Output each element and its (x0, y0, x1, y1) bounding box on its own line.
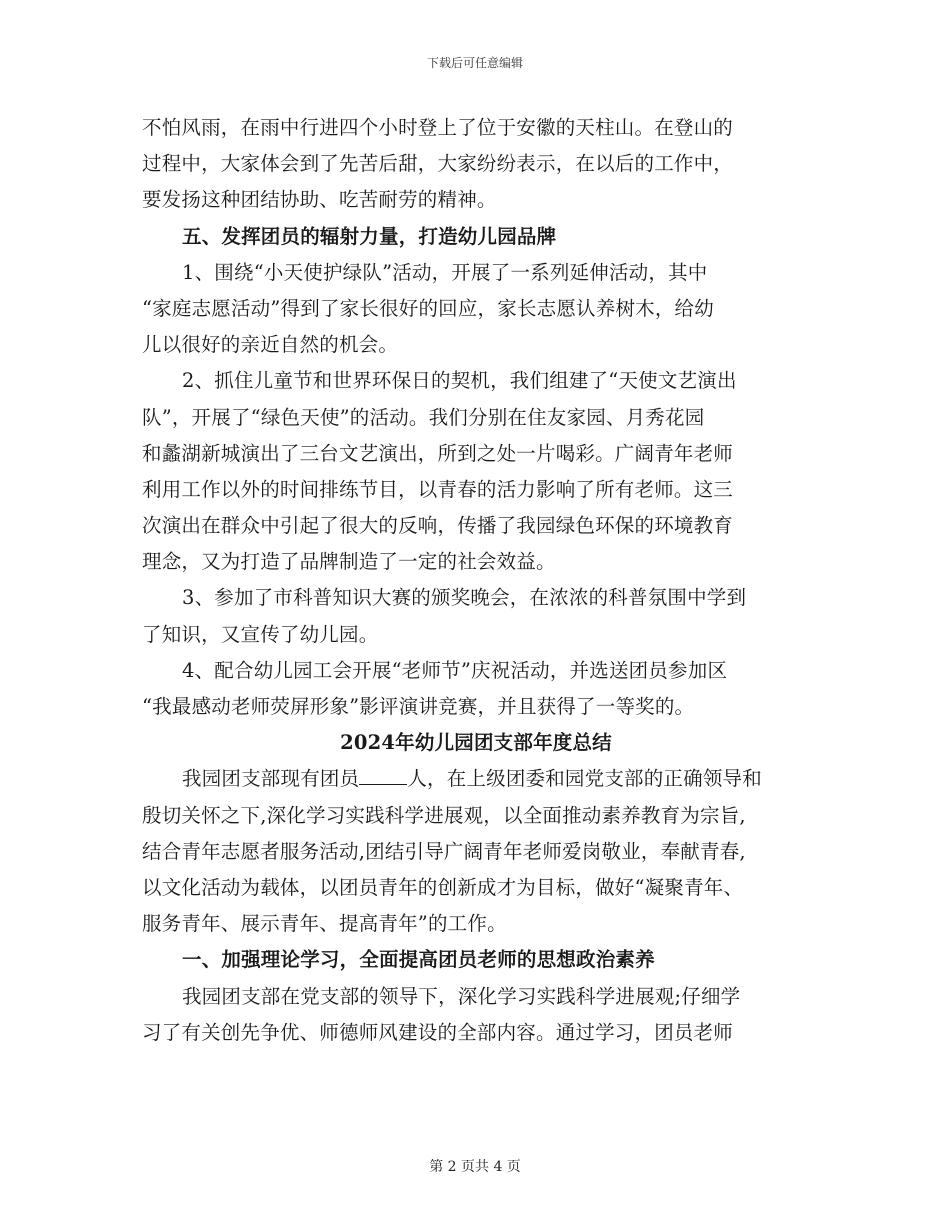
body-line: 4、配合幼儿园工会开展“老师节”庆祝活动，并选送团员参加区 (182, 658, 728, 682)
body-text: 人，在上级团委和园党支部的正确领导和 (407, 767, 762, 791)
body-line: 利用工作以外的时间排练节目，以青春的活力影响了所有老师。这三 (142, 477, 734, 501)
body-line (142, 761, 810, 797)
body-line: 殷切关怀之下,深化学习实践科学进展观，以全面推动素养教育为宗旨, (142, 803, 746, 827)
body-line: 儿以很好的亲近自然的机会。 (142, 333, 399, 357)
body-line: 1、围绕“小天使护绿队”活动，开展了一系列延伸活动，其中 (182, 260, 708, 284)
body-line: 了知识，又宣传了幼儿园。 (142, 622, 379, 646)
document-body (142, 110, 810, 1051)
body-line: 以文化活动为载体，以团员青年的创新成才为目标，做好“凝聚青年、 (142, 875, 744, 899)
body-line: 要发扬这种团结协助、吃苦耐劳的精神。 (142, 188, 497, 212)
page-number-footer: 第 2 页共 4 页 (429, 1159, 521, 1175)
body-line: “家庭志愿活动”得到了家长很好的回应，家长志愿认养树木，给幼 (142, 296, 714, 320)
body-line: 我园团支部在党支部的领导下，深化学习实践科学进展观;仔细学 (182, 984, 741, 1008)
body-line: 不怕风雨，在雨中行进四个小时登上了位于安徽的天柱山。在登山的 (142, 116, 734, 139)
page-header-note: 下载后可任意编辑 (426, 56, 523, 70)
body-line: 服务青年、展示青年、提高青年”的工作。 (142, 912, 507, 936)
body-line: 和蠡湖新城演出了三台文艺演出，所到之处一片喝彩。广阔青年老师 (142, 441, 734, 465)
section-heading: 五、发挥团员的辐射力量，打造幼儿园品牌 (182, 224, 557, 248)
body-line: 习了有关创先争优、师德师风建设的全部内容。通过学习，团员老师 (142, 1020, 734, 1044)
body-text: 我园团支部现有团员 (182, 767, 360, 791)
body-line: 过程中，大家体会到了先苦后甜，大家纷纷表示，在以后的工作中， (142, 152, 734, 176)
body-line: 理念，又为打造了品牌制造了一定的社会效益。 (142, 550, 556, 574)
body-line: 结合青年志愿者服务活动,团结引导广阔青年老师爱岗敬业，奉献青春, (142, 839, 746, 863)
document-title: 2024年幼儿园团支部年度总结 (340, 731, 612, 755)
body-line: 次演出在群众中引起了很大的反响，传播了我园绿色环保的环境教育 (142, 514, 734, 538)
body-line: “我最感动老师荧屏形象”影评演讲竞赛，并且获得了一等奖的。 (142, 695, 695, 718)
body-line: 3、参加了市科普知识大赛的颁奖晚会，在浓浓的科普氛围中学到 (182, 586, 747, 610)
fill-in-blank (359, 766, 407, 785)
body-line: 2、抓住儿童节和世界环保日的契机，我们组建了“天使文艺演出 (182, 369, 737, 393)
section-heading: 一、加强理论学习，全面提高团员老师的思想政治素养 (182, 948, 655, 972)
body-line: 队”，开展了“绿色天使”的活动。我们分别在住友家园、月秀花园 (142, 405, 705, 429)
